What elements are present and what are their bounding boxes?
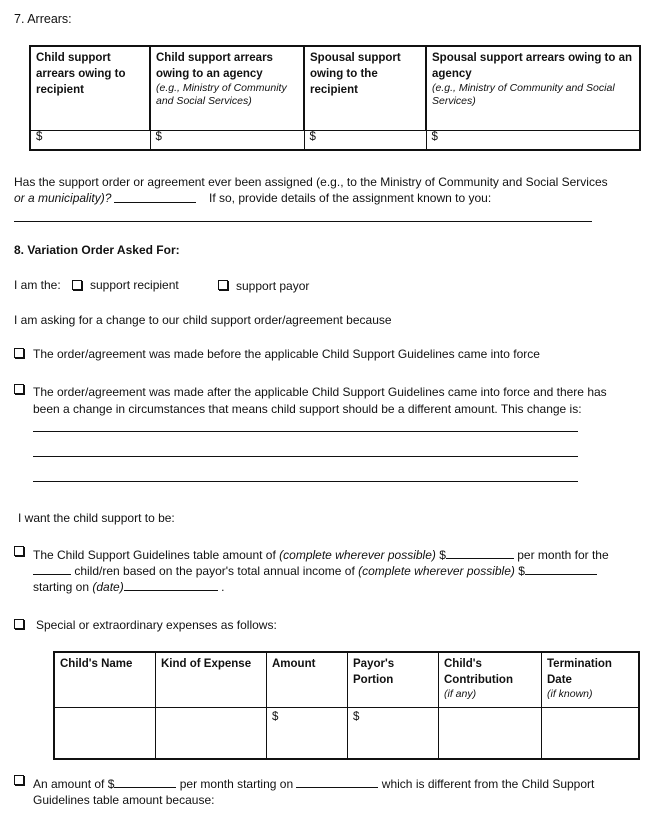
number-of-children-field[interactable]: [33, 564, 71, 575]
before-guidelines-label: The order/agreement was made before the applicable Child Support Guidelines came into force: [33, 347, 540, 361]
table-amount-line-2: child/ren based on the payor's total annual income of (complete wherever possible) $: [33, 564, 597, 578]
exp-header-kind: Kind of Expense: [156, 652, 267, 707]
section-7-heading: 7. Arrears:: [14, 12, 72, 26]
special-expenses-checkbox[interactable]: [14, 619, 24, 629]
annual-income-field[interactable]: [525, 564, 597, 575]
different-amount-start-field[interactable]: [296, 777, 378, 788]
exp-header-child-name: Child's Name: [54, 652, 156, 707]
arrears-header-spousal-recipient: Spousal support owing to the recipient: [304, 46, 426, 130]
arrears-cell-spousal-recipient[interactable]: $: [304, 130, 426, 150]
support-recipient-checkbox[interactable]: [72, 280, 82, 290]
asking-change-text: I am asking for a change to our child support order/agreement because: [14, 313, 392, 327]
start-date-field[interactable]: [124, 580, 218, 591]
table-amount-field[interactable]: [446, 548, 514, 559]
exp-cell-payor-portion[interactable]: $: [348, 707, 439, 759]
assigned-question-line2: or a municipality)?: [14, 191, 112, 205]
support-payor-checkbox[interactable]: [218, 280, 228, 290]
different-amount-line-1: An amount of $ per month starting on which is different from the Child Support: [33, 777, 595, 791]
change-details-line-1[interactable]: [33, 431, 578, 432]
exp-cell-kind[interactable]: [156, 707, 267, 759]
arrears-header-child-agency: Child support arrears owing to an agency (e.g., Ministry of Community and Social Services): [150, 46, 304, 130]
different-amount-field[interactable]: [114, 777, 176, 788]
arrears-cell-child-agency[interactable]: $: [150, 130, 304, 150]
change-details-line-3[interactable]: [33, 481, 578, 482]
before-guidelines-checkbox[interactable]: [14, 348, 24, 358]
exp-cell-child-contribution[interactable]: [439, 707, 542, 759]
after-guidelines-label-2: been a change in circumstances that means child support should be a different amount. This change is:: [33, 402, 582, 416]
table-amount-line-3: starting on (date) .: [33, 580, 225, 594]
different-amount-line-2: Guidelines table amount because:: [33, 793, 215, 807]
expenses-table: [53, 651, 640, 760]
table-amount-checkbox[interactable]: [14, 546, 24, 556]
support-recipient-label: support recipient: [90, 278, 179, 292]
exp-cell-termination-date[interactable]: [542, 707, 640, 759]
assigned-answer-field[interactable]: [114, 202, 196, 203]
exp-header-child-contribution: Child's Contribution (if any): [439, 652, 542, 707]
exp-cell-amount[interactable]: $: [267, 707, 348, 759]
want-support-label: I want the child support to be:: [18, 511, 175, 525]
after-guidelines-label-1: The order/agreement was made after the applicable Child Support Guidelines came into force and there has: [33, 385, 607, 399]
support-payor-label: support payor: [236, 279, 310, 293]
assigned-details-label: If so, provide details of the assignment known to you:: [209, 191, 492, 205]
assigned-details-field[interactable]: [14, 221, 592, 222]
section-8-heading: 8. Variation Order Asked For:: [14, 243, 180, 257]
arrears-cell-child-recipient[interactable]: $: [30, 130, 150, 150]
after-guidelines-checkbox[interactable]: [14, 384, 24, 394]
special-expenses-label: Special or extraordinary expenses as follows:: [36, 618, 277, 632]
exp-header-payor-portion: Payor's Portion: [348, 652, 439, 707]
arrears-header-spousal-agency: Spousal support arrears owing to an agency (e.g., Ministry of Community and Social Services): [426, 46, 640, 130]
assigned-question-line1: Has the support order or agreement ever been assigned (e.g., to the Ministry of Community and Social Services: [14, 175, 608, 189]
different-amount-checkbox[interactable]: [14, 775, 24, 785]
arrears-header-child-recipient: Child support arrears owing to recipient: [30, 46, 150, 130]
change-details-line-2[interactable]: [33, 456, 578, 457]
exp-header-termination-date: Termination Date (if known): [542, 652, 640, 707]
table-amount-line-1: The Child Support Guidelines table amount of (complete wherever possible) $ per month for the: [33, 548, 609, 562]
arrears-cell-spousal-agency[interactable]: $: [426, 130, 640, 150]
exp-header-amount: Amount: [267, 652, 348, 707]
arrears-table: [29, 45, 641, 151]
i-am-label: I am the:: [14, 278, 61, 292]
exp-cell-child-name[interactable]: [54, 707, 156, 759]
